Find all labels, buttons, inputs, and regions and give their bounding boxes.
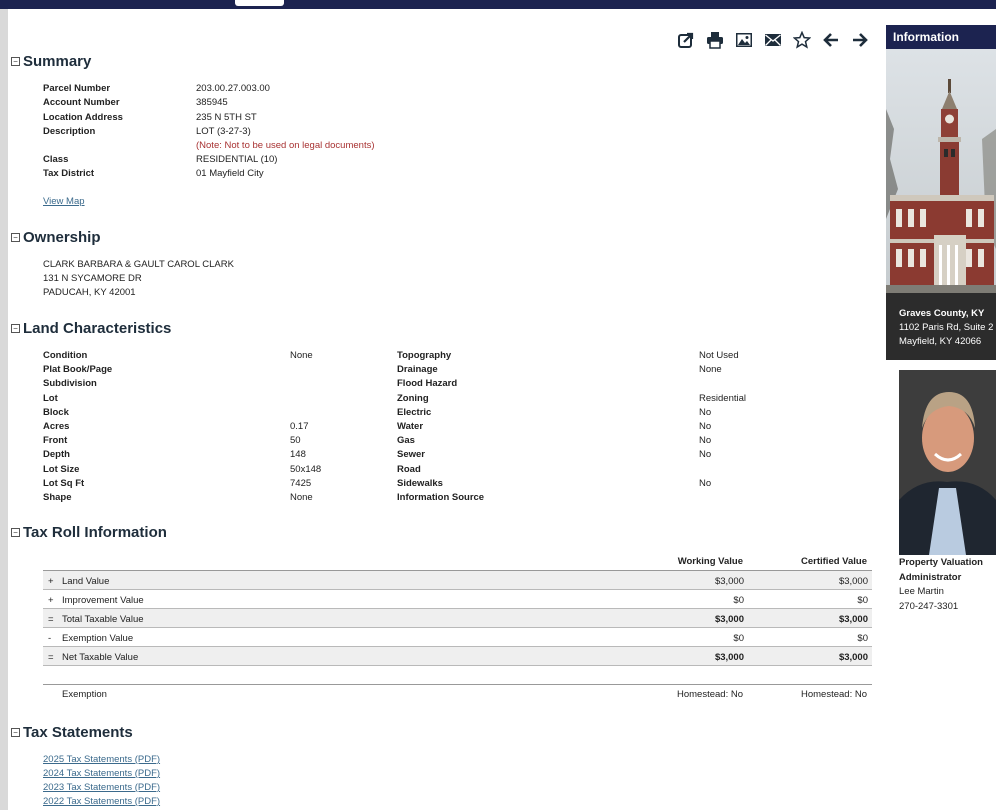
row-operator: - bbox=[48, 633, 52, 644]
land-label: Gas bbox=[397, 435, 415, 446]
land-label: Water bbox=[397, 421, 424, 432]
land-label: Lot bbox=[43, 393, 58, 404]
print-icon[interactable] bbox=[704, 29, 725, 50]
land-label: Sewer bbox=[397, 449, 425, 460]
summary-label: Account Number bbox=[43, 97, 120, 108]
land-label: Zoning bbox=[397, 393, 429, 404]
row-name: Total Taxable Value bbox=[62, 614, 144, 625]
land-value: No bbox=[699, 421, 712, 432]
collapse-icon[interactable]: − bbox=[11, 528, 20, 537]
row-working-value: $3,000 bbox=[714, 652, 744, 663]
collapse-icon[interactable]: − bbox=[11, 57, 20, 66]
toolbar bbox=[675, 29, 870, 50]
exemption-working: Homestead: No bbox=[676, 689, 743, 700]
land-value: Not Used bbox=[699, 350, 739, 361]
email-icon[interactable] bbox=[762, 29, 783, 50]
tax-statement-link[interactable]: 2022 Tax Statements (PDF) bbox=[43, 796, 161, 807]
summary-label: Tax District bbox=[43, 168, 95, 179]
row-operator: = bbox=[48, 652, 54, 663]
summary-value: 01 Mayfield City bbox=[196, 168, 264, 179]
row-working-value: $3,000 bbox=[714, 576, 744, 587]
county-address-line: 1102 Paris Rd, Suite 2 bbox=[899, 322, 994, 333]
sidebar-title: Information bbox=[886, 25, 996, 49]
land-label: Flood Hazard bbox=[397, 378, 458, 389]
row-working-value: $0 bbox=[733, 595, 744, 606]
summary-value: 203.00.27.003.00 bbox=[196, 83, 270, 94]
left-rail bbox=[0, 9, 8, 810]
table-row bbox=[43, 647, 872, 666]
land-value: No bbox=[699, 435, 712, 446]
section-summary-header[interactable] bbox=[11, 53, 91, 70]
pva-name: Lee Martin bbox=[899, 586, 944, 597]
table-divider bbox=[43, 684, 872, 685]
row-operator: + bbox=[48, 595, 54, 606]
summary-label: Parcel Number bbox=[43, 83, 111, 94]
certified-value-header: Certified Value bbox=[801, 556, 867, 567]
image-icon[interactable] bbox=[733, 29, 754, 50]
tax-statement-link[interactable]: 2023 Tax Statements (PDF) bbox=[43, 782, 161, 793]
view-map-link[interactable]: View Map bbox=[43, 196, 85, 207]
arrow-right-icon[interactable] bbox=[849, 29, 870, 50]
owner-line: 131 N SYCAMORE DR bbox=[43, 273, 142, 284]
land-label: Sidewalks bbox=[397, 478, 443, 489]
collapse-icon[interactable]: − bbox=[11, 728, 20, 737]
row-name: Improvement Value bbox=[62, 595, 144, 606]
table-row bbox=[43, 571, 872, 590]
pva-portrait bbox=[899, 370, 996, 555]
county-address-line: Mayfield, KY 42066 bbox=[899, 336, 982, 347]
land-value: 0.17 bbox=[290, 421, 309, 432]
land-label: Subdivision bbox=[43, 378, 97, 389]
row-certified-value: $3,000 bbox=[838, 576, 868, 587]
star-icon[interactable] bbox=[791, 29, 812, 50]
legal-note: (Note: Not to be used on legal documents) bbox=[196, 140, 375, 151]
land-label: Block bbox=[43, 407, 69, 418]
land-value: None bbox=[290, 492, 313, 503]
pva-phone: 270-247-3301 bbox=[899, 600, 959, 612]
land-value: Residential bbox=[699, 393, 746, 404]
county-name: Graves County, KY bbox=[899, 308, 985, 319]
active-nav-tab[interactable] bbox=[235, 0, 284, 6]
land-value: 148 bbox=[290, 449, 306, 460]
table-row bbox=[43, 590, 872, 609]
summary-value: RESIDENTIAL (10) bbox=[196, 154, 278, 165]
courthouse-photo bbox=[886, 49, 996, 317]
land-label: Topography bbox=[397, 350, 452, 361]
land-label: Drainage bbox=[397, 364, 438, 375]
summary-label: Class bbox=[43, 154, 69, 165]
table-row bbox=[43, 628, 872, 647]
land-label: Electric bbox=[397, 407, 432, 418]
working-value-header: Working Value bbox=[677, 556, 743, 567]
summary-value: 235 N 5TH ST bbox=[196, 112, 257, 123]
land-value: 7425 bbox=[290, 478, 312, 489]
summary-label: Description bbox=[43, 126, 96, 137]
land-label: Condition bbox=[43, 350, 88, 361]
land-label: Plat Book/Page bbox=[43, 364, 113, 375]
summary-label: Location Address bbox=[43, 112, 123, 123]
land-value: No bbox=[699, 449, 712, 460]
section-title: Tax Roll Information bbox=[23, 524, 167, 541]
tax-statement-link[interactable]: 2025 Tax Statements (PDF) bbox=[43, 754, 161, 765]
collapse-icon[interactable]: − bbox=[11, 233, 20, 242]
pva-info bbox=[899, 556, 996, 614]
section-title: Summary bbox=[23, 53, 92, 70]
row-certified-value: $0 bbox=[857, 595, 868, 606]
section-title: Ownership bbox=[23, 229, 101, 246]
section-ownership-header[interactable] bbox=[11, 229, 101, 246]
section-statements-header[interactable] bbox=[11, 724, 133, 741]
row-operator: = bbox=[48, 614, 54, 625]
tax-statement-link[interactable]: 2024 Tax Statements (PDF) bbox=[43, 768, 161, 779]
section-taxroll-header[interactable] bbox=[11, 524, 167, 541]
summary-value: LOT (3-27-3) bbox=[196, 126, 251, 137]
land-value: 50 bbox=[290, 435, 301, 446]
exemption-certified: Homestead: No bbox=[800, 689, 867, 700]
row-name: Net Taxable Value bbox=[62, 652, 139, 663]
row-name: Land Value bbox=[62, 576, 110, 587]
row-certified-value: $3,000 bbox=[838, 652, 868, 663]
top-nav-bar bbox=[0, 0, 996, 9]
land-label: Lot Sq Ft bbox=[43, 478, 85, 489]
owner-line: PADUCAH, KY 42001 bbox=[43, 287, 136, 298]
land-value: None bbox=[290, 350, 313, 361]
land-label: Shape bbox=[43, 492, 72, 503]
section-land-header[interactable] bbox=[11, 320, 171, 337]
table-row bbox=[43, 609, 872, 628]
section-title: Land Characteristics bbox=[23, 320, 172, 337]
arrow-left-icon[interactable] bbox=[820, 29, 841, 50]
land-label: Acres bbox=[43, 421, 70, 432]
land-value: 50x148 bbox=[290, 464, 322, 475]
land-value: No bbox=[699, 407, 712, 418]
land-label: Information Source bbox=[397, 492, 485, 503]
land-label: Road bbox=[397, 464, 421, 475]
land-label: Front bbox=[43, 435, 68, 446]
county-address-box bbox=[886, 293, 996, 360]
row-working-value: $3,000 bbox=[714, 614, 744, 625]
row-certified-value: $0 bbox=[857, 633, 868, 644]
land-value: None bbox=[699, 364, 722, 375]
collapse-icon[interactable]: − bbox=[11, 324, 20, 333]
land-label: Depth bbox=[43, 449, 70, 460]
row-working-value: $0 bbox=[733, 633, 744, 644]
exemption-label: Exemption bbox=[62, 689, 107, 700]
land-label: Lot Size bbox=[43, 464, 80, 475]
summary-value: 385945 bbox=[196, 97, 228, 108]
row-certified-value: $3,000 bbox=[838, 614, 868, 625]
land-value: No bbox=[699, 478, 712, 489]
share-icon[interactable] bbox=[675, 29, 696, 50]
row-name: Exemption Value bbox=[62, 633, 134, 644]
owner-line: CLARK BARBARA & GAULT CAROL CLARK bbox=[43, 259, 234, 270]
info-sidebar bbox=[886, 25, 996, 612]
section-title: Tax Statements bbox=[23, 724, 133, 741]
pva-title: Property Valuation Administrator bbox=[899, 557, 983, 583]
row-operator: + bbox=[48, 576, 54, 587]
